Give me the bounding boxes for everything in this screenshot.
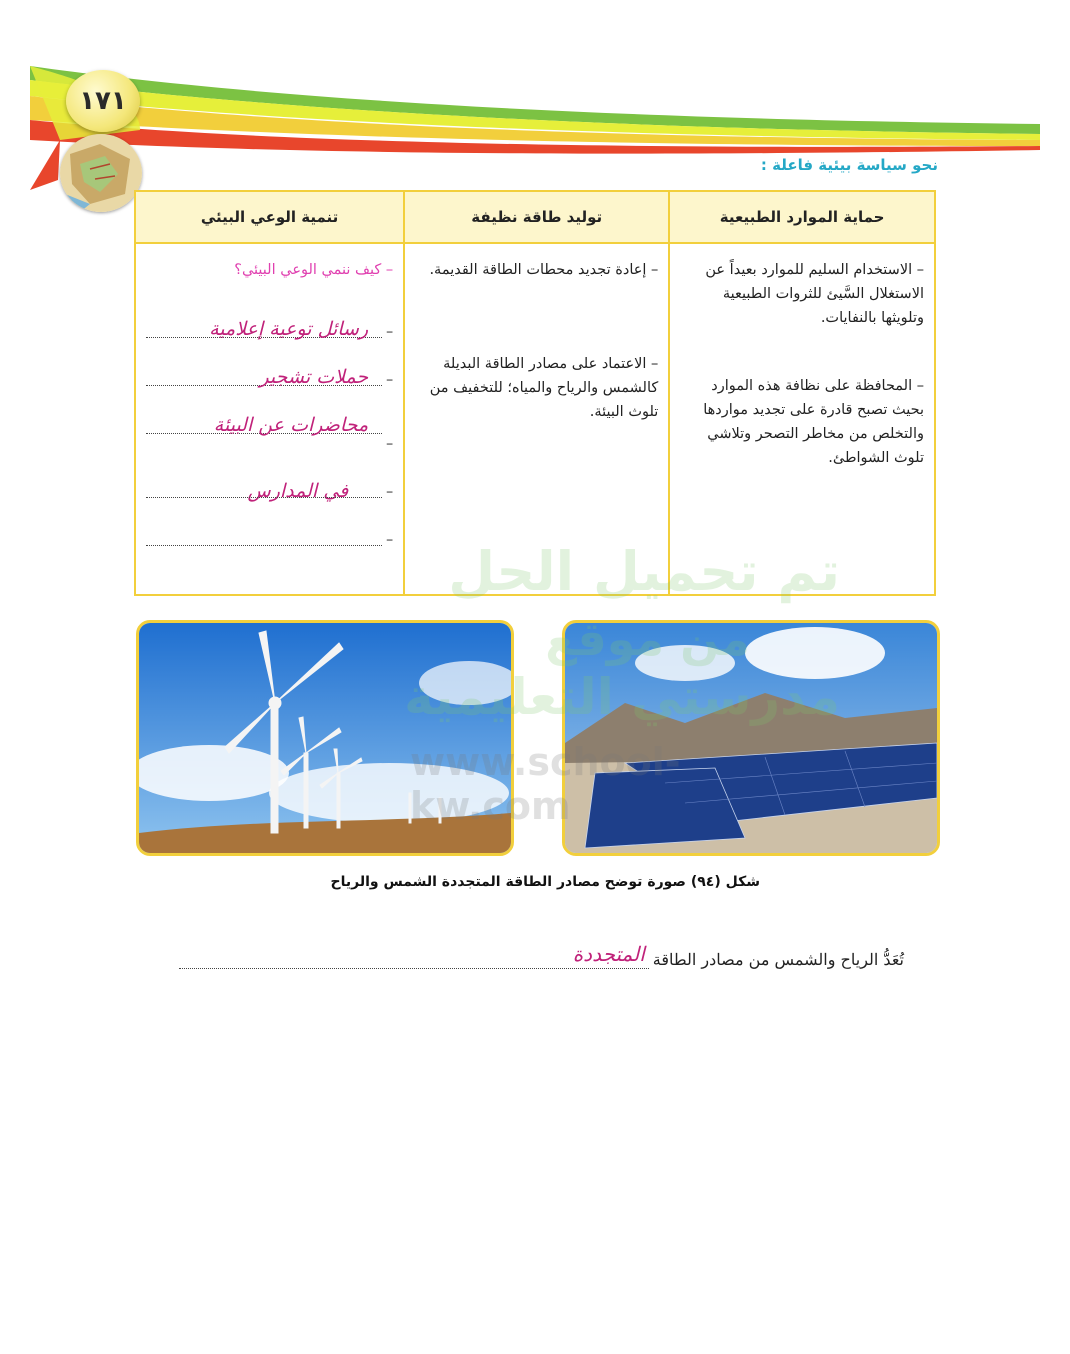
page-number: ١٧١ (79, 86, 127, 116)
handwritten-answer: حملات تشجير (259, 366, 369, 388)
handwritten-sentence-answer: المتجددة (572, 942, 645, 966)
fill-in-sentence (179, 942, 904, 969)
handwritten-answer: رسائل توعية إعلامية (209, 318, 369, 340)
handwritten-answer-continuation: في المدارس (247, 480, 349, 502)
wind-turbines-photo (136, 620, 514, 856)
watermark-line2: من موقع (545, 612, 750, 666)
solar-panels-photo (562, 620, 940, 856)
resources-point-1: – الاستخدام السليم للموارد بعيداً عن الاستغلال السَّيئ للثروات الطبيعية وتلويثها بالنفايات. (705, 262, 924, 326)
cell-clean-energy (404, 243, 669, 595)
cell-awareness (135, 243, 404, 595)
watermark-line3: مدرستي التعليمية (404, 668, 840, 726)
figure-caption: شكل (٩٤) صورة توضح مصادر الطاقة المتجددة الشمس والرياح (330, 874, 760, 890)
answer-line[interactable]: – (146, 456, 393, 504)
answer-line[interactable]: – حملات تشجير (146, 344, 393, 392)
energy-point-2: – الاعتماد على مصادر الطاقة البديلة كالشمس والرياح والمياه؛ للتخفيف من تلوث البيئة. (429, 356, 659, 420)
answer-line[interactable]: – محاضرات عن البيئة في المدارس (146, 392, 393, 456)
answer-blank[interactable] (179, 942, 649, 969)
handwritten-answer: محاضرات عن البيئة (213, 414, 369, 436)
sentence-text: تُعَدُّ الرياح والشمس من مصادر الطاقة (652, 950, 904, 969)
awareness-question: – كيف ننمي الوعي البيئي؟ (234, 262, 394, 278)
watermark-line1: تم تحميل الحل (448, 540, 840, 603)
resources-point-2: – المحافظة على نظافة هذه الموارد بحيث تصبح قادرة على تجديد مواردها والتخلص من مخاطر التصحر وتلاشي تلوث الشواطئ. (703, 378, 924, 466)
watermark-url: www.school-kw.com (410, 740, 681, 828)
environmental-policy-table (134, 190, 936, 596)
header-clean-energy: توليد طاقة نظيفة (404, 191, 669, 243)
header-environmental-awareness: تنمية الوعي البيئي (135, 191, 404, 243)
cell-natural-resources (669, 243, 935, 595)
header-natural-resources: حماية الموارد الطبيعية (669, 191, 935, 243)
answer-line[interactable]: – رسائل توعية إعلامية (146, 296, 393, 344)
page-number-badge (66, 70, 140, 132)
map-thumbnail (60, 134, 142, 212)
section-title: نحو سياسة بيئية فاعلة : (760, 156, 938, 174)
answer-line[interactable]: – (146, 504, 393, 552)
energy-point-1: – إعادة تجديد محطات الطاقة القديمة. (429, 262, 659, 278)
